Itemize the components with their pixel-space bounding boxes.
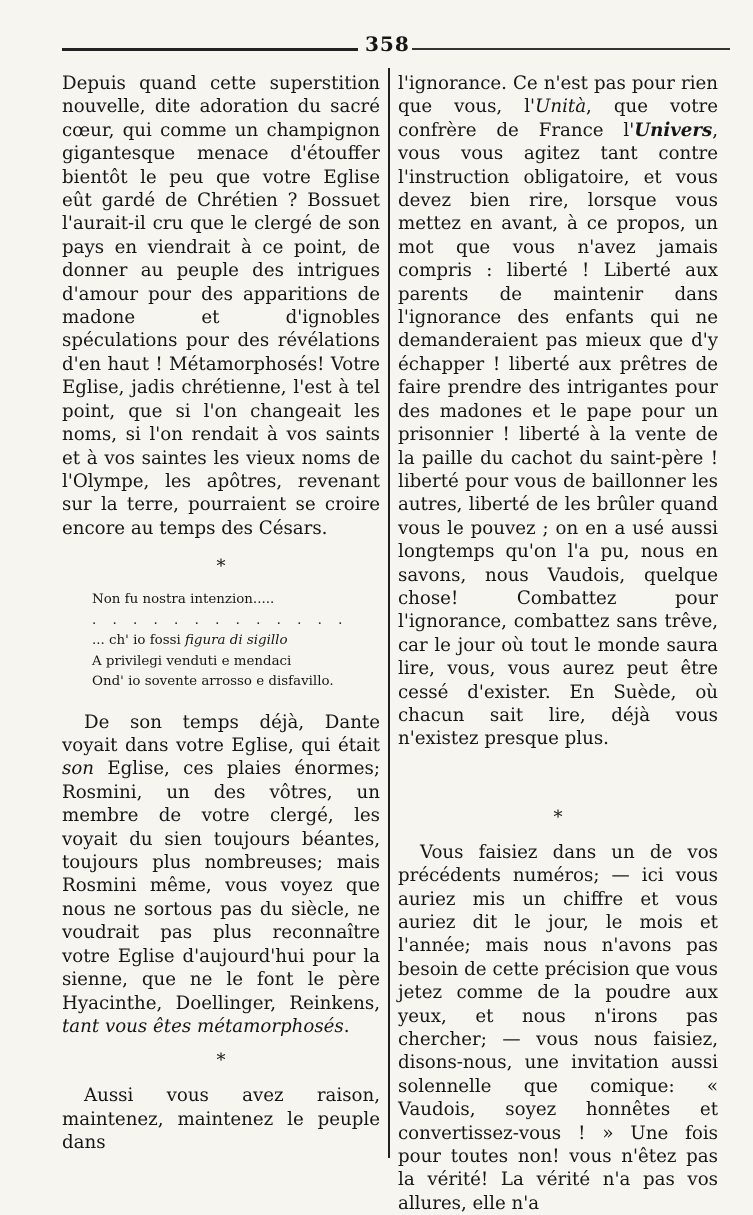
verse-ellipsis: . . . . . . . . . . . . . (92, 612, 349, 628)
text-run: Eglise, ces plaies énormes; Rosmini, un des vôtres, un membre de votre clergé, les voyait du sien toujours béantes, toujours plus nombreuses; mais Rosmini même, vous voyez que nous ne sortous pas du siècle, ne voudrait pas plus reconnaître votre Eglise d'aujourd'hui pour la sienne, que ne le font le père Hyacinthe, Doellinger, Reinkens, (62, 758, 380, 1014)
section-separator: * (553, 806, 563, 828)
paragraph: Depuis quand cette superstition nouvelle, dite adoration du sacré cœur, qui comme un champignon gigantesque menace d'étouffer bientôt le peu que votre Eglise eût gardé de Chrétien ? Bossuet l'aurait-il cru que le clergé de son pays en viendrait à ce point, de donner au peuple des intrigues d'amour pour des apparitions de madone et d'ignobles spéculations pour des révélations d'en haut ! Métamorphosés! Votre Eglise, jadis chrétienne, l'est à tel point, que si l'on changeait les noms, si l'on rendait à vos saints et à vos saintes les vieux noms de l'Olympe, les apôtres, revenant sur la terre, pourraient se croire encore au temps des Césars. (62, 73, 380, 539)
page-header (62, 32, 730, 62)
verse-line: Non fu nostra intenzion..... (92, 592, 275, 608)
section-separator: * (216, 556, 226, 578)
column-divider (388, 68, 390, 1158)
verse-line: A privilegi venduti e mendaci (92, 653, 292, 669)
verse-line: Ond' io sovente arrosso e disfavillo. (92, 674, 334, 690)
verse-quotation (62, 590, 380, 693)
right-column (398, 72, 718, 1215)
paragraph (62, 711, 380, 1039)
header-rule-right (412, 48, 730, 50)
italic-run: Unità (535, 96, 587, 118)
paragraph (398, 72, 718, 751)
italic-run: Univers (634, 119, 713, 141)
verse-line (92, 631, 380, 652)
text-run: l'ignorance. Ce n'est pas pour rien que vous, l' (398, 73, 718, 118)
paragraph: Vous faisiez dans un de vos précédents numéros; — ici vous auriez mis un chiffre et vous auriez dit le jour, le mois et l'année; mais nous n'avons pas besoin de cette précision que vous jetez comme de la poudre aux yeux, et nous n'irons pas chercher; — vous nous faisiez, disons-nous, une invitation aussi solennelle que comique: « Vaudois, soyez honnêtes et convertissez-vous ! » Une fois pour toutes non! vous n'êtez pas la vérité! La vérité n'a pas vos allures, elle n'a (398, 841, 718, 1214)
text-run: De son temps déjà, Dante voyait dans votre Eglise, qui était (62, 711, 380, 757)
left-column (62, 72, 380, 1155)
italic-run: son (62, 758, 94, 780)
text-run: , que votre confrère de France l' (398, 96, 718, 141)
spacer (398, 751, 718, 795)
page-number: 358 (365, 32, 410, 56)
section-separator: * (216, 1050, 226, 1072)
paragraph: Aussi vous avez raison, maintenez, maintenez le peuple dans (62, 1085, 380, 1154)
text-run: , vous vous agitez tant contre l'instruction obligatoire, et vous devez bien rire, lorsque vous mettez en avant, à ce propos, un mot que vous n'avez jamais compris : liberté ! Liberté aux parents de maintenir dans l'ignorance des enfants qui ne demanderaient pas mieux que d'y échapper ! liberté aux prêtres de faire prendre des intrigantes pour des madones et le pape pour un prisonnier ! liberté à la vente de la paille du cachot du saint-père ! liberté pour vous de baillonner les autres, liberté de les brûler quand vous le pouvez ; on en a usé aussi longtemps qu'on l'a pu, nous en savons, nous Vaudois, quelque chose! Combattez pour l'ignorance, combattez sans trêve, car le jour où tout le monde saura lire, vous, vous aurez peut être cessé d'exister. En Suède, où chacun sait lire, déjà vous n'existez presque plus. (398, 119, 718, 750)
italic-run: tant vous êtes métamorphosés (62, 1015, 344, 1037)
verse-italic: figura di sigillo (185, 633, 288, 649)
header-rule-left (62, 48, 358, 51)
verse-text: ... ch' io fossi (92, 633, 185, 649)
text-run: . (343, 1015, 350, 1037)
